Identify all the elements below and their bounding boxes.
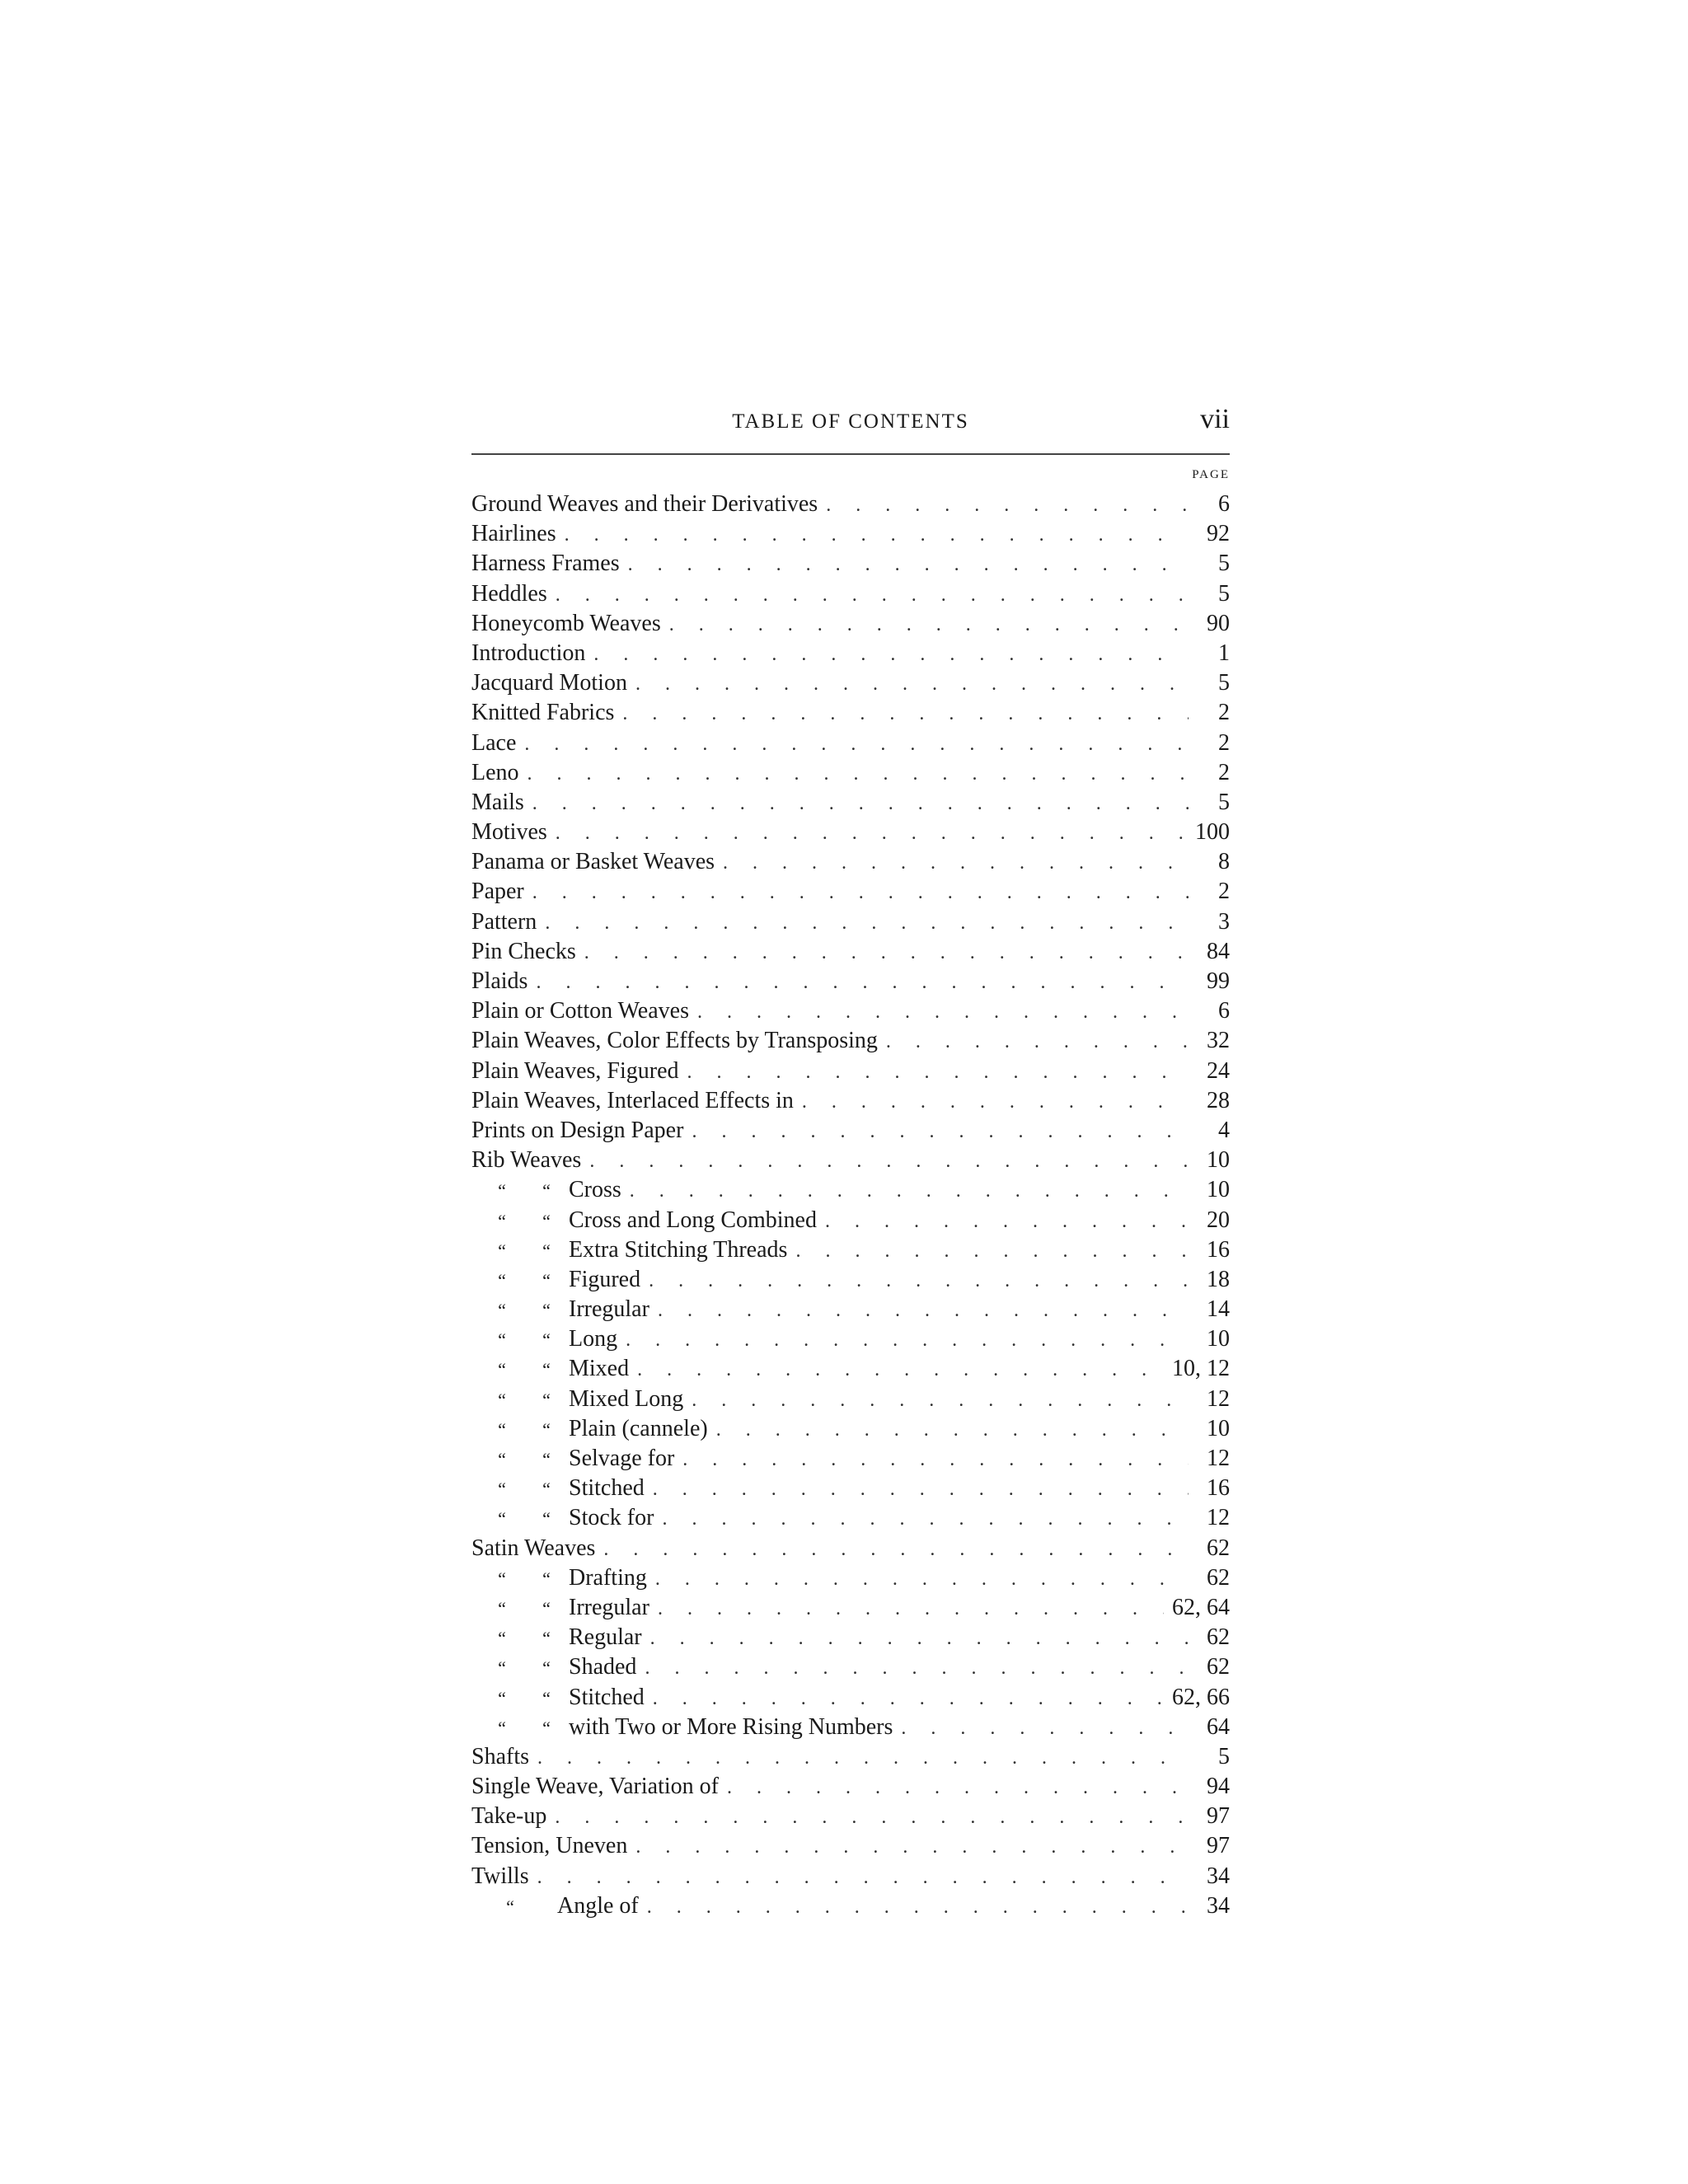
toc-entry-label: Mixed Long <box>569 1385 684 1412</box>
toc-entry <box>471 1116 1230 1146</box>
dot-leader <box>886 1027 1189 1057</box>
toc-entry-page: 2 <box>1218 759 1230 785</box>
toc-entry-page: 62 <box>1207 1535 1230 1561</box>
toc-entry <box>471 549 1230 579</box>
toc-entry-label: Lace <box>471 729 517 756</box>
toc-entry-page: 20 <box>1207 1207 1230 1233</box>
toc-entry-label: with Two or More Rising Numbers <box>569 1713 893 1740</box>
ditto-mark: “ <box>498 1508 506 1530</box>
toc-entry-label: Motives <box>471 819 547 846</box>
toc-entry-label: Figured <box>569 1266 641 1292</box>
toc-entry-label: Single Weave, Variation of <box>471 1774 719 1800</box>
toc-entry <box>471 1503 1230 1533</box>
toc-entry <box>471 996 1230 1026</box>
toc-entry-label: Plain or Cotton Weaves <box>471 998 689 1024</box>
toc-entry-label: Introduction <box>471 640 586 666</box>
dot-leader <box>555 1802 1189 1832</box>
ditto-mark: “ <box>542 1508 551 1530</box>
ditto-mark: “ <box>542 1269 551 1291</box>
dot-leader <box>635 1832 1189 1862</box>
toc-entry-page: 12 <box>1207 1505 1230 1531</box>
ditto-mark: “ <box>542 1329 551 1351</box>
toc-entry <box>471 1742 1230 1772</box>
toc-entry-label: Irregular <box>569 1296 649 1323</box>
ditto-mark: “ <box>498 1568 506 1589</box>
toc-entry-page: 62 <box>1207 1654 1230 1680</box>
ditto-mark: “ <box>498 1597 506 1619</box>
ditto-mark: “ <box>498 1389 506 1410</box>
toc-entry-page: 100 <box>1195 819 1230 846</box>
toc-entry <box>471 1623 1230 1652</box>
ditto-mark: “ <box>542 1180 551 1202</box>
toc-entry <box>471 1534 1230 1563</box>
toc-entry-page: 8 <box>1218 849 1230 875</box>
dot-leader <box>653 1474 1189 1504</box>
dot-leader <box>647 1892 1189 1922</box>
toc-entry <box>471 698 1230 728</box>
toc-entry <box>471 937 1230 967</box>
toc-entry-label: Stock for <box>569 1505 654 1531</box>
toc-entry-page: 14 <box>1207 1296 1230 1323</box>
toc-entry-page: 10 <box>1207 1415 1230 1441</box>
toc-entry-page: 94 <box>1207 1774 1230 1800</box>
ditto-mark: “ <box>542 1479 551 1500</box>
toc-entry-page: 6 <box>1218 998 1230 1024</box>
toc-entry-label: Stitched <box>569 1684 645 1710</box>
ditto-mark: “ <box>542 1240 551 1261</box>
toc-entry-page: 90 <box>1207 610 1230 636</box>
toc-entry-page: 12 <box>1207 1446 1230 1471</box>
toc-entry-page: 84 <box>1207 938 1230 964</box>
ditto-mark: “ <box>498 1628 506 1649</box>
toc-entry <box>471 519 1230 549</box>
toc-entry-page: 18 <box>1207 1266 1230 1292</box>
dot-leader <box>716 1415 1189 1445</box>
dot-leader <box>658 1296 1189 1325</box>
toc-entry <box>471 1593 1230 1623</box>
ditto-mark: “ <box>498 1269 506 1291</box>
toc-entry <box>471 818 1230 847</box>
dot-leader <box>528 759 1189 789</box>
toc-entry-page: 10, 12 <box>1172 1356 1230 1382</box>
toc-entry-page: 64 <box>1207 1713 1230 1740</box>
toc-entry-page: 62, 64 <box>1172 1594 1230 1620</box>
toc-entry-label: Hairlines <box>471 521 556 547</box>
ditto-mark: “ <box>542 1597 551 1619</box>
toc-entry-label: Pin Checks <box>471 938 576 964</box>
toc-entry <box>471 967 1230 996</box>
ditto-mark: “ <box>542 1359 551 1380</box>
toc-entry <box>471 639 1230 668</box>
toc-entry-label: Panama or Basket Weaves <box>471 849 715 875</box>
page-number: vii <box>1200 404 1230 434</box>
toc-entry <box>471 1652 1230 1682</box>
toc-entry-label: Leno <box>471 759 519 785</box>
toc-entry <box>471 1802 1230 1831</box>
toc-entry <box>471 1474 1230 1503</box>
dot-leader <box>669 610 1189 640</box>
toc-entry <box>471 1414 1230 1444</box>
ditto-mark: “ <box>498 1449 506 1469</box>
toc-entry <box>471 877 1230 907</box>
toc-entry <box>471 1831 1230 1861</box>
ditto-mark: “ <box>498 1329 506 1351</box>
toc-entry-label: Drafting <box>569 1564 647 1591</box>
ditto-mark: “ <box>542 1568 551 1589</box>
dot-leader <box>622 699 1189 729</box>
dot-leader <box>637 1355 1164 1385</box>
ditto-mark: “ <box>542 1657 551 1679</box>
toc-entry-label: Harness Frames <box>471 551 620 577</box>
toc-entry <box>471 579 1230 609</box>
toc-entry <box>471 1086 1230 1116</box>
ditto-mark: “ <box>506 1896 514 1917</box>
dot-leader <box>682 1445 1189 1474</box>
ditto-mark: “ <box>542 1300 551 1321</box>
toc-entry-page: 10 <box>1207 1326 1230 1352</box>
toc-entry <box>471 668 1230 698</box>
dot-leader <box>635 669 1189 699</box>
toc-entry-label: Satin Weaves <box>471 1535 596 1561</box>
toc-list <box>471 490 1230 1921</box>
toc-entry-page: 2 <box>1218 700 1230 726</box>
toc-entry <box>471 1324 1230 1354</box>
ditto-mark: “ <box>542 1449 551 1469</box>
toc-entry-page: 5 <box>1218 670 1230 696</box>
dot-leader <box>697 997 1189 1027</box>
toc-entry-page: 2 <box>1218 879 1230 905</box>
toc-entry-label: Plain Weaves, Figured <box>471 1057 679 1084</box>
dot-leader <box>584 938 1189 968</box>
dot-leader <box>532 789 1189 818</box>
ditto-mark: “ <box>498 1210 506 1231</box>
dot-leader <box>545 908 1189 938</box>
dot-leader <box>692 1385 1189 1415</box>
ditto-mark: “ <box>542 1717 551 1738</box>
toc-entry <box>471 1772 1230 1802</box>
toc-entry-label: Selvage for <box>569 1446 675 1471</box>
toc-entry-page: 5 <box>1218 551 1230 577</box>
toc-entry-label: Stitched <box>569 1475 645 1502</box>
toc-entry <box>471 1713 1230 1742</box>
ditto-mark: “ <box>542 1418 551 1440</box>
toc-entry-label: Honeycomb Weaves <box>471 610 661 636</box>
toc-entry-page: 34 <box>1207 1892 1230 1919</box>
ditto-mark: “ <box>498 1479 506 1500</box>
toc-entry-page: 10 <box>1207 1177 1230 1203</box>
ditto-mark: “ <box>498 1657 506 1679</box>
toc-entry <box>471 1563 1230 1593</box>
toc-entry-label: Mixed <box>569 1356 630 1382</box>
toc-entry-label: Long <box>569 1326 618 1352</box>
toc-entry-label: Heddles <box>471 580 547 607</box>
header-rule <box>471 453 1230 455</box>
toc-entry-page: 34 <box>1207 1863 1230 1889</box>
toc-entry-page: 62, 66 <box>1172 1684 1230 1710</box>
toc-entry-label: Jacquard Motion <box>471 670 627 696</box>
dot-leader <box>556 818 1187 848</box>
toc-entry-page: 62 <box>1207 1624 1230 1651</box>
toc-entry <box>471 1057 1230 1086</box>
dot-leader <box>532 878 1189 907</box>
toc-entry-label: Twills <box>471 1863 529 1889</box>
ditto-mark: “ <box>498 1717 506 1738</box>
dot-leader <box>628 550 1189 579</box>
toc-entry-page: 62 <box>1207 1564 1230 1591</box>
toc-entry <box>471 1146 1230 1175</box>
dot-leader <box>565 520 1189 550</box>
toc-entry-label: Plain Weaves, Color Effects by Transposing <box>471 1028 878 1054</box>
dot-leader <box>603 1535 1189 1564</box>
dot-leader <box>589 1146 1189 1176</box>
toc-entry-page: 5 <box>1218 789 1230 815</box>
toc-entry-page: 2 <box>1218 729 1230 756</box>
dot-leader <box>687 1057 1189 1087</box>
dot-leader <box>653 1684 1164 1713</box>
dot-leader <box>593 640 1189 669</box>
dot-leader <box>537 1863 1189 1892</box>
toc-entry-label: Irregular <box>569 1594 649 1620</box>
ditto-mark: “ <box>498 1180 506 1202</box>
toc-entry-page: 28 <box>1207 1087 1230 1113</box>
ditto-mark: “ <box>542 1389 551 1410</box>
toc-entry-page: 3 <box>1218 908 1230 935</box>
toc-entry <box>471 758 1230 788</box>
dot-leader <box>662 1504 1189 1534</box>
toc-entry-label: Knitted Fabrics <box>471 700 615 726</box>
toc-entry-page: 1 <box>1218 640 1230 666</box>
toc-entry-label: Plain (cannele) <box>569 1415 708 1441</box>
dot-leader <box>645 1653 1189 1683</box>
dot-leader <box>723 848 1189 878</box>
toc-entry-label: Paper <box>471 879 524 905</box>
toc-entry-label: Rib Weaves <box>471 1147 582 1174</box>
toc-entry-page: 6 <box>1218 491 1230 517</box>
toc-entry-page: 12 <box>1207 1385 1230 1412</box>
dot-leader <box>650 1624 1189 1653</box>
toc-entry-label: Extra Stitching Threads <box>569 1236 788 1263</box>
running-header <box>471 404 1230 445</box>
ditto-mark: “ <box>498 1687 506 1708</box>
ditto-mark: “ <box>498 1418 506 1440</box>
dot-leader <box>825 1207 1189 1236</box>
toc-entry-label: Shafts <box>471 1743 529 1769</box>
toc-entry <box>471 1385 1230 1414</box>
toc-entry-label: Ground Weaves and their Derivatives <box>471 491 818 517</box>
toc-entry-page: 92 <box>1207 521 1230 547</box>
toc-entry <box>471 1295 1230 1324</box>
toc-entry-label: Plaids <box>471 968 528 994</box>
toc-entry-page: 97 <box>1207 1833 1230 1859</box>
toc-entry-label: Pattern <box>471 908 537 935</box>
page-column-label: PAGE <box>1192 468 1230 481</box>
toc-entry-label: Regular <box>569 1624 642 1651</box>
toc-entry <box>471 1235 1230 1265</box>
toc-entry-label: Mails <box>471 789 524 815</box>
toc-entry <box>471 907 1230 937</box>
toc-entry-label: Tension, Uneven <box>471 1833 628 1859</box>
toc-entry-label: Shaded <box>569 1654 637 1680</box>
toc-entry <box>471 609 1230 639</box>
ditto-mark: “ <box>542 1210 551 1231</box>
toc-entry-label: Angle of <box>557 1892 639 1919</box>
toc-entry-page: 16 <box>1207 1475 1230 1502</box>
ditto-mark: “ <box>542 1628 551 1649</box>
dot-leader <box>727 1773 1189 1802</box>
toc-entry <box>471 1444 1230 1474</box>
toc-entry-page: 16 <box>1207 1236 1230 1263</box>
toc-entry-page: 99 <box>1207 968 1230 994</box>
toc-entry <box>471 1206 1230 1235</box>
dot-leader <box>537 1743 1189 1773</box>
page-title: TABLE OF CONTENTS <box>732 410 969 433</box>
toc-entry <box>471 788 1230 818</box>
dot-leader <box>626 1325 1189 1355</box>
toc-entry <box>471 1354 1230 1384</box>
dot-leader <box>901 1713 1189 1743</box>
dot-leader <box>795 1236 1189 1266</box>
toc-entry-label: Cross <box>569 1177 621 1203</box>
toc-entry-page: 32 <box>1207 1028 1230 1054</box>
toc-page <box>471 404 1230 1921</box>
toc-entry-page: 4 <box>1218 1117 1230 1143</box>
ditto-mark: “ <box>498 1300 506 1321</box>
dot-leader <box>630 1176 1189 1206</box>
toc-entry <box>471 847 1230 877</box>
dot-leader <box>556 580 1189 610</box>
toc-entry-page: 10 <box>1207 1147 1230 1174</box>
toc-entry-page: 24 <box>1207 1057 1230 1084</box>
toc-entry <box>471 1891 1230 1921</box>
dot-leader <box>524 729 1189 759</box>
ditto-mark: “ <box>498 1240 506 1261</box>
toc-entry-label: Plain Weaves, Interlaced Effects in <box>471 1087 794 1113</box>
toc-entry-page: 97 <box>1207 1803 1230 1830</box>
toc-entry-label: Prints on Design Paper <box>471 1117 684 1143</box>
toc-entry <box>471 1175 1230 1205</box>
toc-entry <box>471 1265 1230 1295</box>
dot-leader <box>826 490 1189 520</box>
dot-leader <box>655 1564 1189 1594</box>
ditto-mark: “ <box>498 1359 506 1380</box>
toc-entry <box>471 1683 1230 1713</box>
toc-entry <box>471 490 1230 519</box>
dot-leader <box>649 1266 1189 1296</box>
toc-entry-label: Take-up <box>471 1803 547 1830</box>
toc-entry-page: 5 <box>1218 580 1230 607</box>
toc-entry-label: Cross and Long Combined <box>569 1207 817 1233</box>
toc-entry-page: 5 <box>1218 1743 1230 1769</box>
ditto-mark: “ <box>542 1687 551 1708</box>
dot-leader <box>536 968 1189 997</box>
dot-leader <box>658 1594 1164 1624</box>
dot-leader <box>802 1087 1189 1117</box>
toc-entry <box>471 1026 1230 1056</box>
toc-entry <box>471 1862 1230 1891</box>
dot-leader <box>692 1117 1189 1146</box>
toc-entry <box>471 729 1230 758</box>
